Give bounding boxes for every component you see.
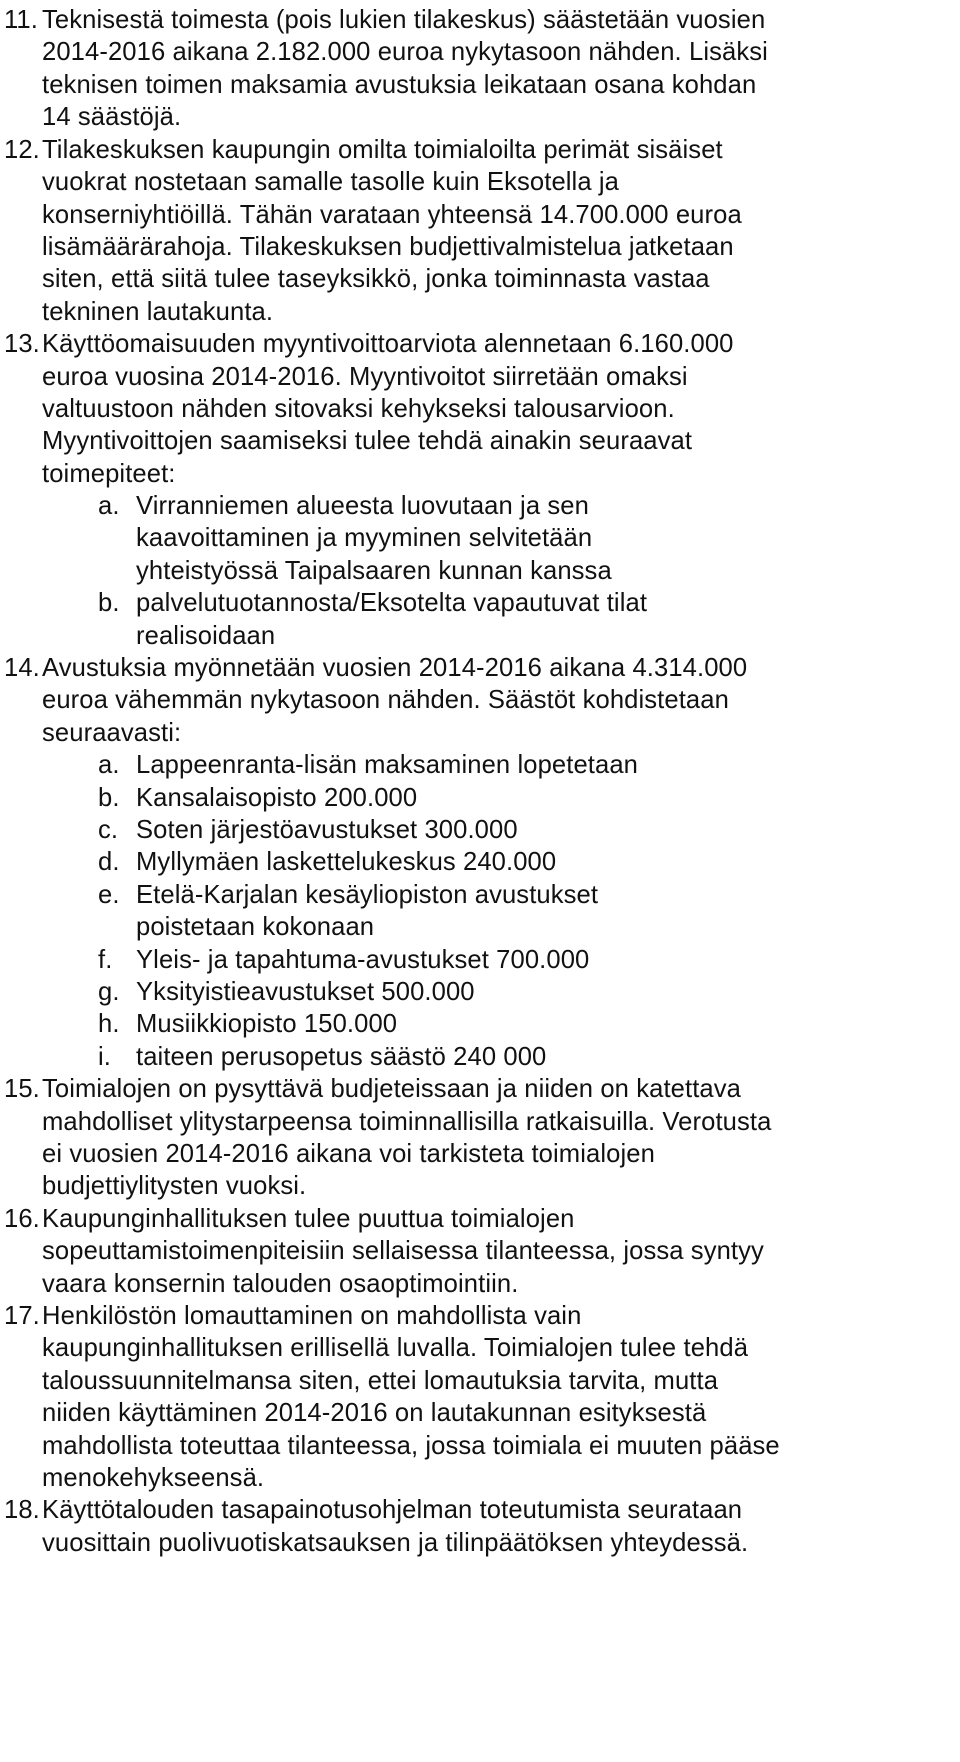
list-item-number: 11. [4, 6, 38, 34]
text-line: palvelutuotannosta/Eksotelta vapautuvat tilat [136, 589, 648, 617]
text-line: Lappeenranta-lisän maksaminen lopetetaan [136, 751, 638, 779]
text-line: lisämäärärahoja. Tilakeskuksen budjettivalmistelua jatketaan [42, 233, 734, 261]
text-line: niiden käyttäminen 2014-2016 on lautakunnan esityksestä [42, 1399, 707, 1427]
text-line: konserniyhtiöillä. Tähän varataan yhteensä 14.700.000 euroa [42, 201, 742, 229]
text-line: Avustuksia myönnetään vuosien 2014-2016 aikana 4.314.000 [42, 654, 748, 682]
text-line: euroa vähemmän nykytasoon nähden. Säästöt kohdistetaan [42, 686, 729, 714]
list-item-number: 13. [4, 330, 40, 358]
text-line: poistetaan kokonaan [136, 913, 375, 941]
text-line: taloussuunnitelmansa siten, ettei lomautuksia tarvita, mutta [42, 1367, 719, 1395]
list-item-number: f. [98, 946, 113, 974]
list-item-number: 18. [4, 1496, 40, 1524]
list-item-number: g. [98, 978, 120, 1006]
text-line: budjettiylitysten vuoksi. [42, 1172, 307, 1200]
list-item-number: d. [98, 848, 120, 876]
text-line: seuraavasti: [42, 719, 182, 747]
text-line: Etelä-Karjalan kesäyliopiston avustukset [136, 881, 599, 909]
text-line: Yleis- ja tapahtuma-avustukset 700.000 [136, 946, 590, 974]
list-item-number: h. [98, 1010, 120, 1038]
text-line: vuokrat nostetaan samalle tasolle kuin Eksotella ja [42, 168, 620, 196]
list-item-number: 17. [4, 1302, 40, 1330]
text-line: Virranniemen alueesta luovutaan ja sen [136, 492, 589, 520]
text-line: euroa vuosina 2014-2016. Myyntivoitot siirretään omaksi [42, 363, 688, 391]
text-line: menokehykseensä. [42, 1464, 265, 1492]
list-item-number: b. [98, 589, 120, 617]
list-item-number: 16. [4, 1205, 40, 1233]
text-line: yhteistyössä Taipalsaaren kunnan kanssa [136, 557, 612, 585]
text-line: Musiikkiopisto 150.000 [136, 1010, 398, 1038]
text-line: Henkilöstön lomauttaminen on mahdollista vain [42, 1302, 582, 1330]
list-item-number: 14. [4, 654, 40, 682]
text-line: Käyttöomaisuuden myyntivoittoarviota alennetaan 6.160.000 [42, 330, 734, 358]
list-item-number: a. [98, 492, 120, 520]
text-line: Tilakeskuksen kaupungin omilta toimialoilta perimät sisäiset [42, 136, 723, 164]
list-item-number: a. [98, 751, 120, 779]
text-line: taiteen perusopetus säästö 240 000 [136, 1043, 547, 1071]
text-line: Myllymäen laskettelukeskus 240.000 [136, 848, 557, 876]
text-line: vuosittain puolivuotiskatsauksen ja tilinpäätöksen yhteydessä. [42, 1529, 749, 1557]
text-line: toimepiteet: [42, 460, 176, 488]
text-line: Myyntivoittojen saamiseksi tulee tehdä ainakin seuraavat [42, 427, 693, 455]
text-line: mahdollista toteuttaa tilanteessa, jossa toimiala ei muuten pääse [42, 1432, 780, 1460]
list-item-number: c. [98, 816, 119, 844]
list-item-number: e. [98, 881, 120, 909]
text-line: 2014-2016 aikana 2.182.000 euroa nykytasoon nähden. Lisäksi [42, 38, 768, 66]
text-line: kaupunginhallituksen erillisellä luvalla. Toimialojen tulee tehdä [42, 1334, 749, 1362]
text-line: valtuustoon nähden sitovaksi kehykseksi talousarvioon. [42, 395, 675, 423]
text-line: sopeuttamistoimenpiteisiin sellaisessa tilanteessa, jossa syntyy [42, 1237, 764, 1265]
text-line: kaavoittaminen ja myyminen selvitetään [136, 524, 593, 552]
list-item-number: b. [98, 784, 120, 812]
text-line: ei vuosien 2014-2016 aikana voi tarkisteta toimialojen [42, 1140, 655, 1168]
text-line: Käyttötalouden tasapainotusohjelman toteutumista seurataan [42, 1496, 743, 1524]
text-line: tekninen lautakunta. [42, 298, 274, 326]
text-line: Kansalaisopisto 200.000 [136, 784, 418, 812]
text-line: Teknisestä toimesta (pois lukien tilakeskus) säästetään vuosien [42, 6, 766, 34]
text-line: siten, että siitä tulee taseyksikkö, jonka toiminnasta vastaa [42, 265, 710, 293]
text-line: teknisen toimen maksamia avustuksia leikataan osana kohdan [42, 71, 757, 99]
text-line: Soten järjestöavustukset 300.000 [136, 816, 518, 844]
list-item-number: 12. [4, 136, 40, 164]
text-line: Yksityistieavustukset 500.000 [136, 978, 475, 1006]
text-line: mahdolliset ylitystarpeensa toiminnallisilla ratkaisuilla. Verotusta [42, 1108, 772, 1136]
list-item-number: i. [98, 1043, 111, 1071]
text-line: vaara konsernin talouden osaoptimointiin. [42, 1270, 519, 1298]
text-line: realisoidaan [136, 622, 276, 650]
text-line: Kaupunginhallituksen tulee puuttua toimialojen [42, 1205, 575, 1233]
text-line: Toimialojen on pysyttävä budjeteissaan ja niiden on katettava [42, 1075, 741, 1103]
text-line: 14 säästöjä. [42, 103, 182, 131]
list-item-number: 15. [4, 1075, 40, 1103]
